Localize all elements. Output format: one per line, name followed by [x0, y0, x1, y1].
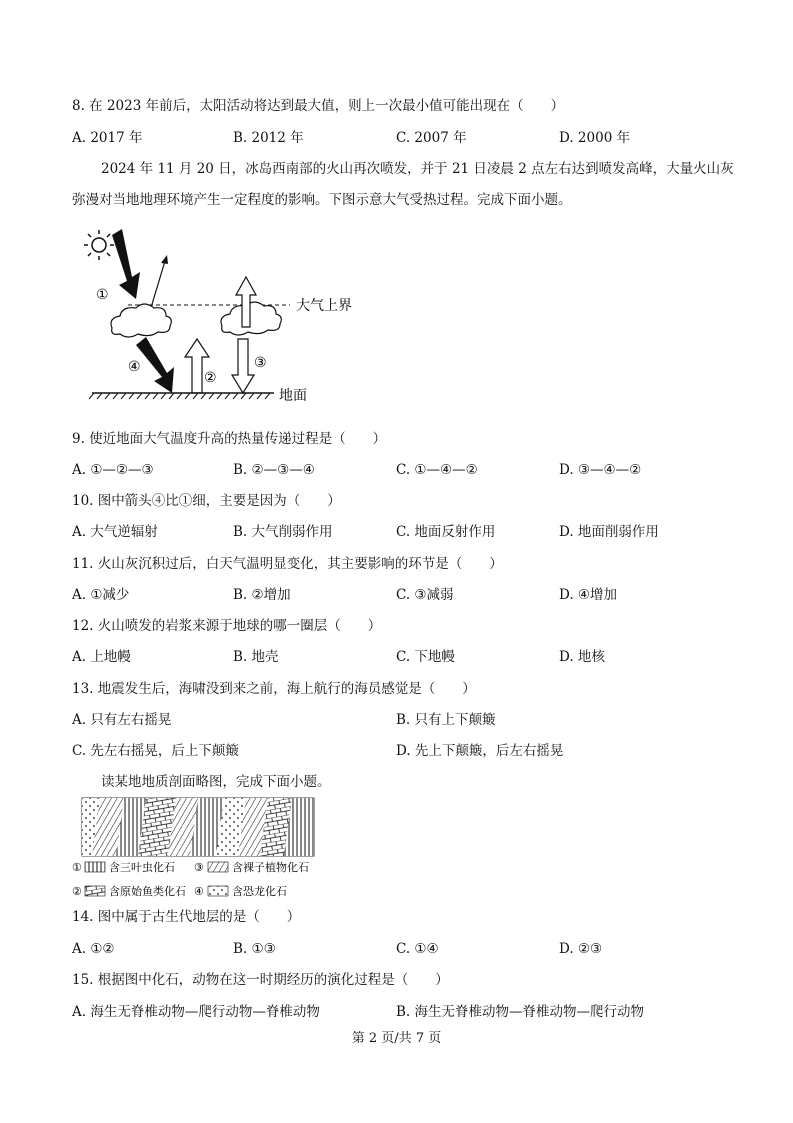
passage-line-1: 2024 年 11 月 20 日，冰岛西南部的火山再次喷发，并于 21 日凌晨 2 点左右达到喷发高峰，大量火山灰	[101, 161, 734, 177]
legend-num-2: ②	[72, 885, 82, 898]
label-ground: 地面	[279, 388, 307, 404]
question-8-stem: 8. 在 2023 年前后，太阳活动将达到最大值，则上一次最小值可能出现在（ ）	[72, 98, 565, 114]
arrow-3-counter-radiation	[232, 339, 254, 393]
q13-option-d[interactable]: D. 先上下颠簸，后左右摇晃	[396, 743, 564, 759]
label-4: ④	[128, 359, 141, 375]
q11-option-c[interactable]: C. ③减弱	[396, 587, 454, 603]
q9-option-c[interactable]: C. ①—④—②	[396, 462, 478, 478]
q8-option-d[interactable]: D. 2000 年	[559, 130, 631, 146]
q13-option-c[interactable]: C. 先左右摇晃，后上下颠簸	[72, 743, 239, 759]
sun-icon	[84, 230, 114, 260]
label-atmosphere-top: 大气上界	[296, 298, 352, 314]
q9-option-b[interactable]: B. ②—③—④	[233, 462, 315, 478]
atmosphere-heating-diagram	[84, 225, 384, 405]
q14-option-d[interactable]: D. ②③	[559, 941, 603, 957]
q13-option-b[interactable]: B. 只有上下颠簸	[396, 712, 496, 728]
q10-option-c[interactable]: C. 地面反射作用	[396, 524, 496, 540]
question-14-stem: 14. 图中属于古生代地层的是（ ）	[72, 909, 301, 925]
label-2: ②	[204, 370, 217, 386]
q8-option-b[interactable]: B. 2012 年	[233, 130, 304, 146]
q14-option-b[interactable]: B. ①③	[233, 941, 276, 957]
passage-2: 读某地地质剖面略图，完成下面小题。	[101, 774, 331, 790]
legend-num-4: ④	[194, 885, 204, 898]
q12-option-b[interactable]: B. 地壳	[233, 649, 279, 665]
legend-num-1: ①	[72, 861, 82, 874]
q14-option-c[interactable]: C. ①④	[396, 941, 439, 957]
legend-gymnosperm: 含裸子植物化石	[232, 861, 309, 874]
q11-option-a[interactable]: A. ①减少	[72, 587, 130, 603]
label-1: ①	[96, 287, 109, 303]
q10-option-b[interactable]: B. 大气削弱作用	[233, 524, 333, 540]
legend-num-3: ③	[194, 861, 204, 874]
q11-option-b[interactable]: B. ②增加	[233, 587, 291, 603]
q10-option-a[interactable]: A. 大气逆辐射	[72, 524, 158, 540]
label-3: ③	[254, 355, 267, 371]
q9-option-a[interactable]: A. ①—②—③	[72, 462, 154, 478]
legend-dinosaur: 含恐龙化石	[232, 885, 287, 898]
geologic-section-diagram	[72, 796, 317, 902]
q11-option-d[interactable]: D. ④增加	[559, 587, 618, 603]
arrow-1-solar-radiation	[112, 229, 140, 299]
question-11-stem: 11. 火山灰沉积过后，白天气温明显变化，其主要影响的环节是（ ）	[72, 556, 503, 572]
question-10-stem: 10. 图中箭头④比①细，主要是因为（ ）	[72, 493, 341, 509]
question-13-stem: 13. 地震发生后，海啸没到来之前，海上航行的海员感觉是（ ）	[72, 681, 476, 697]
question-9-stem: 9. 使近地面大气温度升高的热量传递过程是（ ）	[72, 431, 387, 447]
q12-option-a[interactable]: A. 上地幔	[72, 649, 131, 665]
q8-option-c[interactable]: C. 2007 年	[396, 130, 467, 146]
q8-option-a[interactable]: A. 2017 年	[72, 130, 143, 146]
q13-option-a[interactable]: A. 只有左右摇晃	[72, 712, 172, 728]
page-number: 第 2 页/共 7 页	[351, 1031, 442, 1046]
arrow-4-radiation-to-ground	[136, 337, 174, 393]
legend-primitive-fish: 含原始鱼类化石	[109, 885, 186, 898]
q12-option-c[interactable]: C. 下地幔	[396, 649, 455, 665]
question-12-stem: 12. 火山喷发的岩浆来源于地球的哪一圈层（ ）	[72, 618, 382, 634]
q12-option-d[interactable]: D. 地核	[559, 649, 605, 665]
q15-option-b[interactable]: B. 海生无脊椎动物—脊椎动物—爬行动物	[396, 1004, 645, 1020]
q15-option-a[interactable]: A. 海生无脊椎动物—爬行动物—脊椎动物	[72, 1004, 320, 1020]
legend-trilobite: 含三叶虫化石	[109, 861, 175, 874]
q9-option-d[interactable]: D. ③—④—②	[559, 462, 642, 478]
question-15-stem: 15. 根据图中化石，动物在这一时期经历的演化过程是（ ）	[72, 972, 449, 988]
q14-option-a[interactable]: A. ①②	[72, 941, 115, 957]
passage-line-2: 弥漫对当地地理环境产生一定程度的影响。下图示意大气受热过程。完成下面小题。	[72, 192, 572, 208]
q10-option-d[interactable]: D. 地面削弱作用	[559, 524, 659, 540]
